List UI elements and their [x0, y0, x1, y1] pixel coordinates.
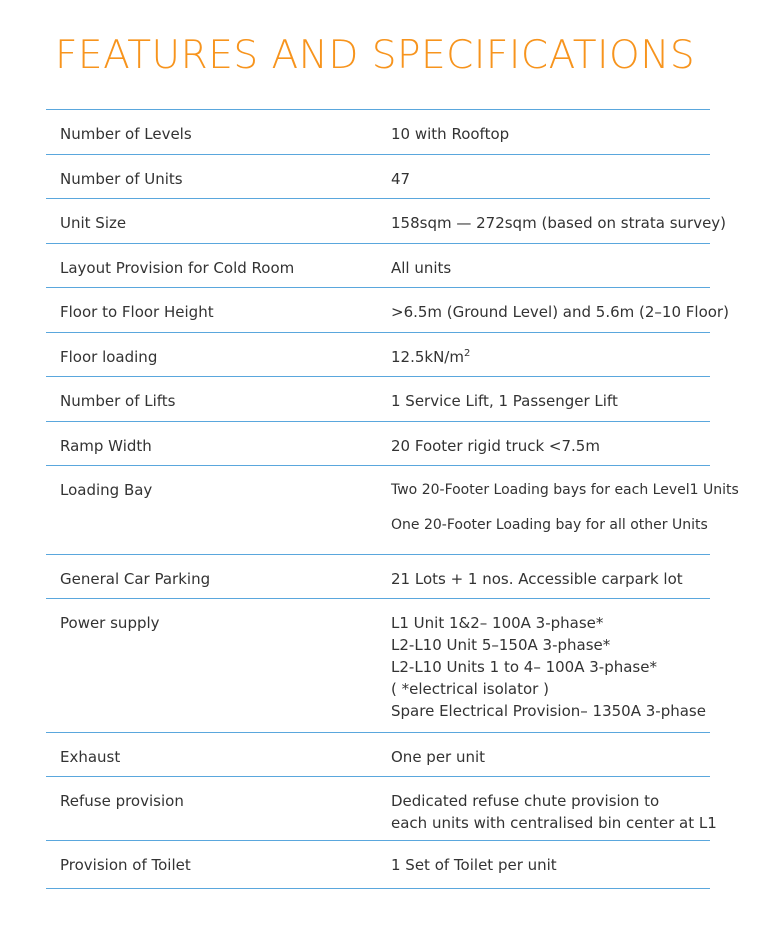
table-row	[46, 840, 710, 889]
value-line: L2-L10 Units 1 to 4– 100A 3-phase*	[391, 658, 657, 676]
row-label: Provision of Toilet	[60, 856, 191, 874]
table-row	[46, 198, 727, 243]
table-row	[46, 243, 710, 287]
value-line: L2-L10 Unit 5–150A 3-phase*	[391, 636, 611, 654]
row-value: 1 Set of Toilet per unit	[391, 856, 557, 874]
table-row	[46, 376, 710, 421]
value-line: Dedicated refuse chute provision to	[391, 792, 660, 810]
table-row	[46, 332, 710, 376]
row-value	[391, 790, 717, 834]
row-value: All units	[391, 259, 452, 277]
row-label: Unit Size	[60, 214, 127, 232]
row-label: Floor to Floor Height	[60, 303, 214, 321]
table-row	[46, 421, 710, 465]
table-row	[46, 732, 710, 776]
row-label: General Car Parking	[60, 570, 211, 588]
row-label: Number of Levels	[60, 125, 192, 143]
row-value: 10 with Rooftop	[391, 125, 510, 143]
table-row	[46, 154, 710, 198]
page-title: FEATURES AND SPECIFICATIONS	[55, 33, 696, 78]
superscript: 2	[463, 348, 471, 359]
row-value	[391, 612, 706, 722]
row-label: Power supply	[60, 614, 160, 632]
value-line: each units with centralised bin center at L1	[391, 814, 717, 832]
table-row	[46, 287, 729, 332]
specifications-table	[46, 109, 739, 889]
row-value: >6.5m (Ground Level) and 5.6m (2–10 Floor)	[391, 303, 729, 321]
table-row	[46, 598, 710, 732]
row-value: 20 Footer rigid truck <7.5m	[391, 437, 600, 455]
row-value: 158sqm — 272sqm (based on strata survey)	[391, 214, 727, 232]
row-label: Ramp Width	[60, 437, 152, 455]
value-text: 12.5kN/m	[391, 348, 464, 366]
table-row	[46, 465, 739, 554]
row-label: Number of Lifts	[60, 392, 176, 410]
row-value: 47	[391, 170, 411, 188]
value-line: Two 20-Footer Loading bays for each Level1 Units	[391, 482, 739, 498]
value-line: One 20-Footer Loading bay for all other Units	[391, 517, 708, 533]
table-row	[46, 554, 710, 598]
row-label: Loading Bay	[60, 481, 153, 499]
row-label: Number of Units	[60, 170, 183, 188]
row-label: Exhaust	[60, 748, 121, 766]
row-label: Floor loading	[60, 348, 158, 366]
row-value	[391, 346, 470, 368]
row-value: One per unit	[391, 748, 486, 766]
value-line: L1 Unit 1&2– 100A 3-phase*	[391, 614, 604, 632]
value-line: ( *electrical isolator )	[391, 680, 549, 698]
table-row	[46, 109, 710, 154]
value-line: Spare Electrical Provision– 1350A 3-phase	[391, 702, 706, 720]
row-label: Refuse provision	[60, 792, 184, 810]
row-value	[391, 479, 739, 536]
row-value: 21 Lots + 1 nos. Accessible carpark lot	[391, 570, 683, 588]
row-value: 1 Service Lift, 1 Passenger Lift	[391, 392, 618, 410]
table-row	[46, 776, 717, 840]
row-label: Layout Provision for Cold Room	[60, 259, 295, 277]
